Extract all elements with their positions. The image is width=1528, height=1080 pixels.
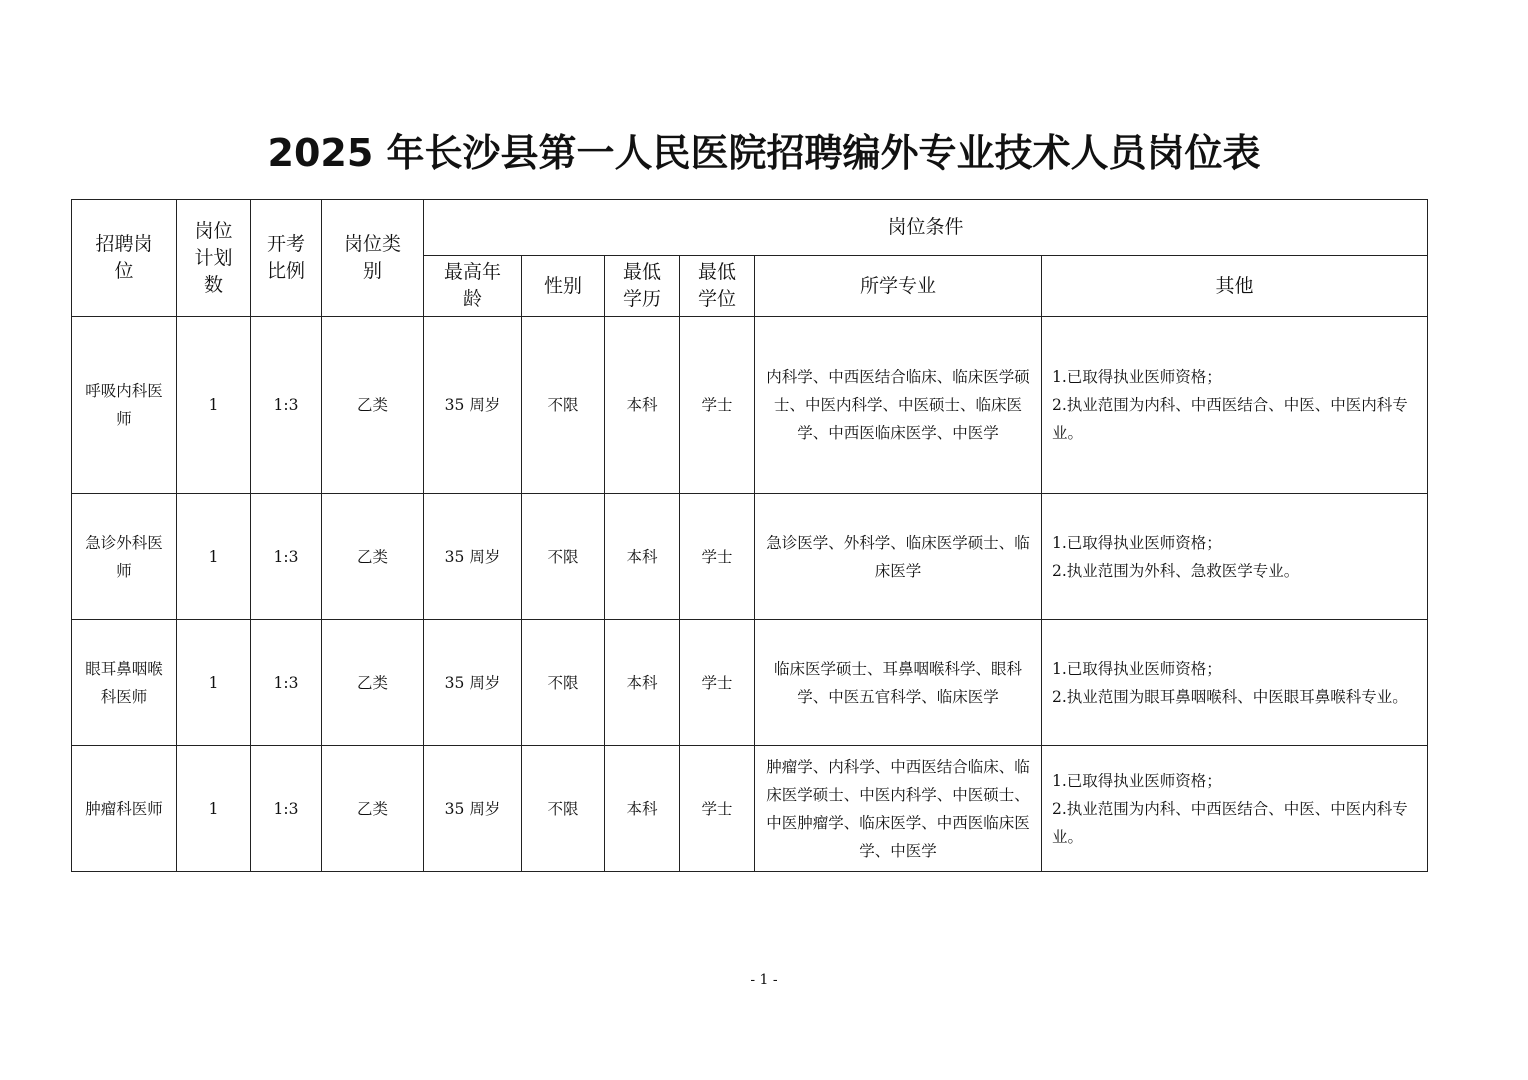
cell-other bbox=[1042, 746, 1428, 872]
cell-other bbox=[1042, 317, 1428, 494]
cell-position: 急诊外科医师 bbox=[72, 494, 177, 620]
cell-category: 乙类 bbox=[322, 494, 424, 620]
cell-max-age: 35 周岁 bbox=[424, 317, 522, 494]
cell-plan-count: 1 bbox=[177, 317, 251, 494]
cell-exam-ratio: 1:3 bbox=[251, 494, 322, 620]
table-row bbox=[72, 494, 1428, 620]
cell-max-age: 35 周岁 bbox=[424, 620, 522, 746]
cell-major: 急诊医学、外科学、临床医学硕士、临床医学 bbox=[755, 494, 1042, 620]
header-plan-count: 岗位计划数 bbox=[177, 200, 251, 317]
cell-exam-ratio: 1:3 bbox=[251, 620, 322, 746]
other-line-2: 2.执业范围为内科、中西医结合、中医、中医内科专业。 bbox=[1052, 396, 1408, 442]
table-row bbox=[72, 746, 1428, 872]
cell-plan-count: 1 bbox=[177, 494, 251, 620]
page-number: - 1 - bbox=[750, 972, 778, 988]
cell-major: 肿瘤学、内科学、中西医结合临床、临床医学硕士、中医内科学、中医硕士、中医肿瘤学、临床医学、中西医临床医学、中医学 bbox=[755, 746, 1042, 872]
other-line-1: 1.已取得执业医师资格； bbox=[1052, 771, 1222, 790]
cell-position: 眼耳鼻咽喉科医师 bbox=[72, 620, 177, 746]
table-row bbox=[72, 317, 1428, 494]
cell-other bbox=[1042, 620, 1428, 746]
cell-min-degree: 学士 bbox=[680, 317, 755, 494]
table-row bbox=[72, 620, 1428, 746]
cell-category: 乙类 bbox=[322, 317, 424, 494]
cell-gender: 不限 bbox=[522, 317, 605, 494]
header-other: 其他 bbox=[1042, 256, 1428, 317]
cell-plan-count: 1 bbox=[177, 746, 251, 872]
other-line-2: 2.执业范围为外科、急救医学专业。 bbox=[1052, 561, 1300, 580]
cell-category: 乙类 bbox=[322, 746, 424, 872]
cell-max-age: 35 周岁 bbox=[424, 746, 522, 872]
cell-position: 呼吸内科医师 bbox=[72, 317, 177, 494]
cell-gender: 不限 bbox=[522, 620, 605, 746]
header-exam-ratio: 开考比例 bbox=[251, 200, 322, 317]
document-title: 2025 年长沙县第一人民医院招聘编外专业技术人员岗位表 bbox=[267, 131, 1261, 175]
other-line-1: 1.已取得执业医师资格； bbox=[1052, 659, 1222, 678]
other-line-2: 2.执业范围为眼耳鼻咽喉科、中医眼耳鼻喉科专业。 bbox=[1052, 687, 1408, 706]
cell-min-education: 本科 bbox=[605, 746, 680, 872]
cell-exam-ratio: 1:3 bbox=[251, 746, 322, 872]
cell-max-age: 35 周岁 bbox=[424, 494, 522, 620]
cell-plan-count: 1 bbox=[177, 620, 251, 746]
header-conditions: 岗位条件 bbox=[424, 200, 1428, 256]
header-max-age: 最高年龄 bbox=[424, 256, 522, 317]
header-min-education: 最低学历 bbox=[605, 256, 680, 317]
cell-gender: 不限 bbox=[522, 494, 605, 620]
cell-min-education: 本科 bbox=[605, 317, 680, 494]
cell-major: 临床医学硕士、耳鼻咽喉科学、眼科学、中医五官科学、临床医学 bbox=[755, 620, 1042, 746]
header-gender: 性别 bbox=[522, 256, 605, 317]
other-line-2: 2.执业范围为内科、中西医结合、中医、中医内科专业。 bbox=[1052, 799, 1408, 846]
other-line-1: 1.已取得执业医师资格； bbox=[1052, 533, 1222, 552]
cell-position: 肿瘤科医师 bbox=[72, 746, 177, 872]
other-line-1: 1.已取得执业医师资格； bbox=[1052, 368, 1222, 386]
header-min-degree: 最低学位 bbox=[680, 256, 755, 317]
header-major: 所学专业 bbox=[755, 256, 1042, 317]
cell-exam-ratio: 1:3 bbox=[251, 317, 322, 494]
cell-other bbox=[1042, 494, 1428, 620]
header-category: 岗位类别 bbox=[322, 200, 424, 317]
cell-min-education: 本科 bbox=[605, 620, 680, 746]
cell-min-degree: 学士 bbox=[680, 746, 755, 872]
header-position: 招聘岗位 bbox=[72, 200, 177, 317]
cell-min-education: 本科 bbox=[605, 494, 680, 620]
cell-category: 乙类 bbox=[322, 620, 424, 746]
recruitment-table bbox=[71, 199, 1428, 872]
cell-min-degree: 学士 bbox=[680, 494, 755, 620]
cell-gender: 不限 bbox=[522, 746, 605, 872]
cell-min-degree: 学士 bbox=[680, 620, 755, 746]
cell-major: 内科学、中西医结合临床、临床医学硕士、中医内科学、中医硕士、临床医学、中西医临床医学、中医学 bbox=[755, 317, 1042, 494]
